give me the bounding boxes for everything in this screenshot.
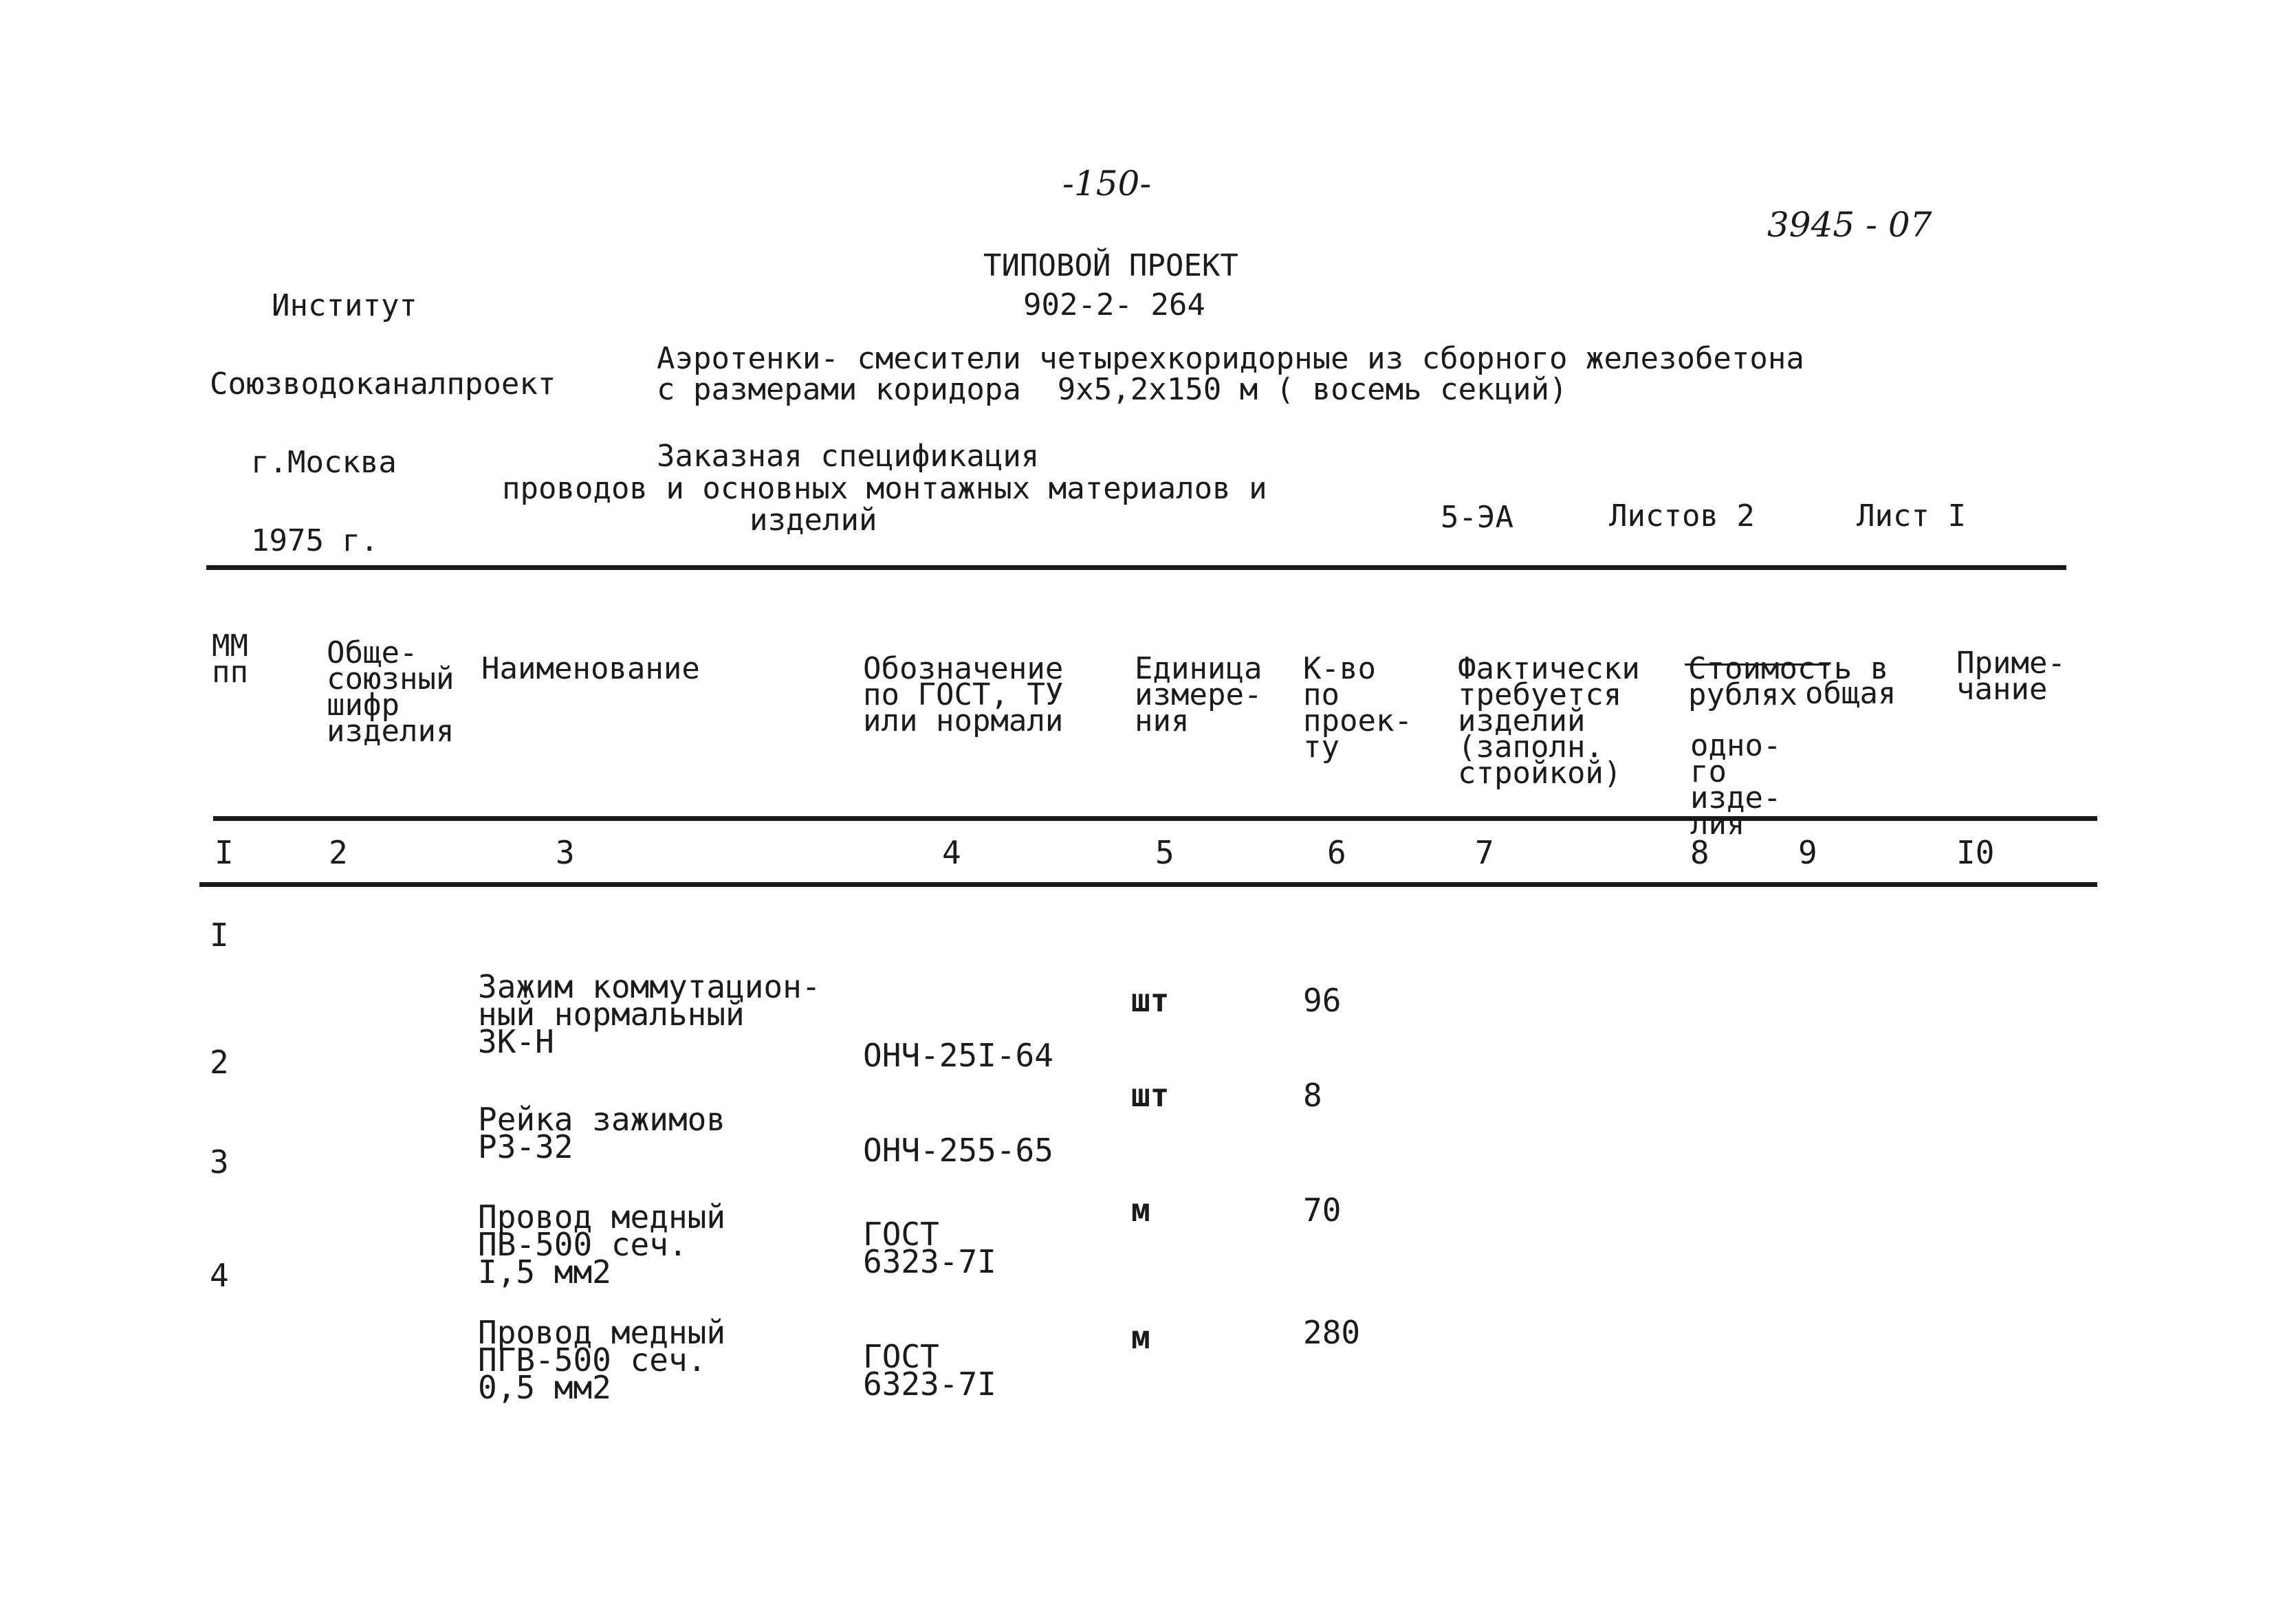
row-1-unit: шт bbox=[1131, 982, 1170, 1019]
row-2-unit: шт bbox=[1131, 1077, 1170, 1114]
header-col-6: К-во по проек- ту bbox=[1303, 651, 1412, 765]
row-2-designation: ОНЧ-255-65 bbox=[863, 1132, 1053, 1169]
row-4-designation: ГОСТ 6323-7I bbox=[863, 1338, 996, 1403]
row-4-unit: м bbox=[1131, 1319, 1150, 1356]
page-number: -150- bbox=[1062, 164, 1152, 204]
subtitle-line-1: Аэротенки- смесители четырехкоридорные из сборного железобетона bbox=[657, 341, 1804, 376]
row-3-qty: 70 bbox=[1303, 1192, 1342, 1229]
row-2-num: 2 bbox=[210, 1044, 229, 1081]
header-cost-one: одно- го изде- лия bbox=[1690, 728, 1782, 842]
institute-line-4: 1975 г. bbox=[251, 523, 379, 558]
row-4-qty: 280 bbox=[1303, 1314, 1361, 1351]
table-numbers-rule bbox=[199, 882, 2097, 887]
row-4-num: 4 bbox=[210, 1257, 229, 1294]
sheet-code: 5-ЭА bbox=[1441, 500, 1513, 535]
header-col-5: Единица измере- ния bbox=[1135, 651, 1262, 738]
header-col-4: Обозначение по ГОСТ, ТУ или нормали bbox=[863, 651, 1064, 738]
col-number-5: 5 bbox=[1155, 834, 1174, 871]
col-number-4: 4 bbox=[942, 834, 961, 871]
institute-line-1: Институт bbox=[272, 288, 417, 323]
header-cost: Стоимость в рублях bbox=[1688, 651, 1889, 712]
subtitle-line-2: с размерами коридора 9х5,2х150 м ( восемь секций) bbox=[657, 372, 1568, 407]
sheets-total: Листов 2 bbox=[1609, 498, 1755, 534]
project-number: 902-2- 264 bbox=[1023, 287, 1205, 322]
row-2-name: Рейка зажимов РЗ-32 bbox=[478, 1101, 726, 1165]
col-number-1: I bbox=[215, 834, 234, 871]
row-1-qty: 96 bbox=[1303, 982, 1342, 1019]
row-2-qty: 8 bbox=[1303, 1077, 1322, 1114]
row-4-name: Провод медный ПГВ-500 сеч. 0,5 мм2 bbox=[478, 1314, 726, 1406]
institute-line-3: г.Москва bbox=[251, 445, 397, 480]
row-1-num: I bbox=[210, 917, 229, 954]
row-3-designation: ГОСТ 6323-7I bbox=[863, 1216, 996, 1280]
header-col-3: Наименование bbox=[481, 651, 700, 686]
institute-block bbox=[210, 241, 556, 606]
spec-title-line-3: изделий bbox=[750, 503, 877, 538]
table-header-rule bbox=[213, 816, 2097, 821]
row-1-designation: ОНЧ-25I-64 bbox=[863, 1037, 1053, 1074]
header-col-10: Приме- чание bbox=[1956, 646, 2066, 707]
col-number-8: 8 bbox=[1690, 834, 1709, 871]
row-1-name: Зажим коммутацион- ный нормальный ЗК-Н bbox=[478, 968, 821, 1060]
table-top-rule bbox=[206, 565, 2066, 570]
sheet-number: Лист I bbox=[1857, 498, 1966, 534]
header-cost-total: общая bbox=[1805, 676, 1896, 711]
header-col-7: Фактически требуется изделий (заполн. стройкой) bbox=[1458, 651, 1640, 791]
spec-title-line-1: Заказная спецификация bbox=[657, 439, 1040, 474]
col-number-10: I0 bbox=[1956, 834, 1995, 871]
col-number-2: 2 bbox=[329, 834, 348, 871]
spec-title-line-2: проводов и основных монтажных материалов и bbox=[502, 471, 1267, 506]
row-3-num: 3 bbox=[210, 1143, 229, 1181]
project-label: ТИПОВОЙ ПРОЕКТ bbox=[983, 248, 1238, 283]
col-number-6: 6 bbox=[1327, 834, 1346, 871]
document-number: 3945 - 07 bbox=[1767, 205, 1932, 245]
col-number-9: 9 bbox=[1798, 834, 1817, 871]
header-col-2: Обще- союзный шифр изделия bbox=[327, 635, 455, 749]
row-3-name: Провод медный ПВ-500 сеч. I,5 мм2 bbox=[478, 1198, 726, 1291]
row-3-unit: м bbox=[1131, 1192, 1150, 1229]
col-number-3: 3 bbox=[556, 834, 575, 871]
institute-line-2: Союзводоканалпроект bbox=[210, 366, 556, 402]
header-col-1: ММ пп bbox=[212, 628, 248, 690]
col-number-7: 7 bbox=[1475, 834, 1494, 871]
